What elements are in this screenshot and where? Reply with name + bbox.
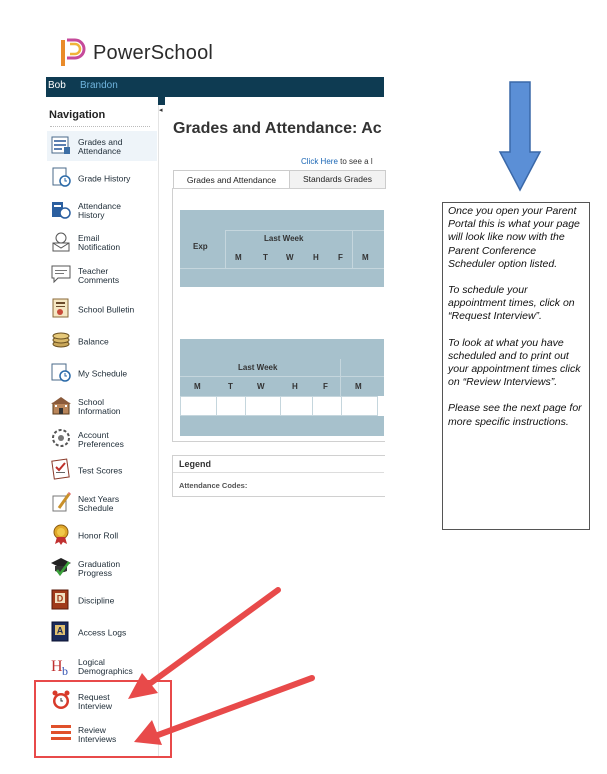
- exp-header: Exp: [193, 242, 208, 251]
- svg-text:A: A: [56, 625, 64, 636]
- svg-text:b: b: [62, 664, 68, 676]
- next-years-icon: [50, 491, 72, 513]
- attendance-grid-2-footer: [180, 416, 384, 436]
- grade-history-icon: [50, 166, 72, 188]
- sidebar-item-teacher-comments[interactable]: [50, 263, 154, 289]
- schedule-icon: [50, 361, 72, 383]
- tab-grades-attendance[interactable]: Grades and Attendance: [173, 170, 290, 189]
- nav-label: Grade History: [78, 173, 131, 184]
- user-student-link[interactable]: Brandon: [80, 80, 118, 91]
- nav-label: Discipline: [78, 595, 115, 606]
- down-arrow-icon: [498, 80, 542, 192]
- attendance-grid-header: [180, 210, 384, 287]
- day-header: H: [292, 382, 298, 391]
- grid-line: [180, 268, 384, 269]
- sidebar-item-my-schedule[interactable]: [50, 361, 154, 387]
- tab-standards-grades[interactable]: Standards Grades: [289, 170, 386, 189]
- click-here-rest: to see a l: [337, 157, 373, 166]
- legend-divider: [173, 472, 384, 473]
- svg-text:H: H: [51, 658, 63, 675]
- note-paragraph: To schedule your appointment times, click on “Request Interview”.: [448, 284, 575, 323]
- nav-label: My Schedule: [78, 368, 128, 379]
- grid-line: [225, 230, 226, 268]
- discipline-icon: [50, 588, 72, 610]
- attendance-codes-label: Attendance Codes:: [179, 481, 248, 490]
- nav-divider: [50, 126, 150, 127]
- instruction-note: [442, 202, 590, 530]
- honor-roll-icon: [50, 523, 72, 545]
- day-header: W: [257, 382, 265, 391]
- account-icon: [50, 427, 72, 449]
- page-title: Grades and Attendance: Ac: [173, 120, 382, 137]
- attendance-cell[interactable]: [341, 396, 378, 416]
- test-scores-icon: [50, 458, 72, 480]
- grid-line: [225, 230, 384, 231]
- nav-label: School Information: [78, 397, 121, 416]
- day-header: M: [362, 253, 369, 262]
- day-header: W: [286, 253, 294, 262]
- collapse-arrow-icon[interactable]: ◂: [159, 107, 163, 114]
- day-header: M: [355, 382, 362, 391]
- attendance-cell[interactable]: [180, 396, 217, 416]
- nav-label: Next Years Schedule: [78, 494, 120, 513]
- day-header: M: [194, 382, 201, 391]
- sidebar-item-school-bulletin[interactable]: [50, 297, 154, 323]
- sidebar-item-grade-history[interactable]: [50, 166, 154, 192]
- legend-title: Legend: [179, 459, 212, 469]
- sidebar-item-account-preferences[interactable]: [50, 427, 154, 453]
- note-paragraph: Once you open your Parent Portal this is what your page will look like now with the Parent Conference Scheduler option listed.: [448, 205, 580, 270]
- attendance-cell[interactable]: [312, 396, 342, 416]
- attendance-history-icon: [50, 198, 72, 220]
- attendance-cell[interactable]: [216, 396, 246, 416]
- grid-line: [340, 359, 341, 396]
- bulletin-icon: [50, 297, 72, 319]
- attendance-grid-2-header: [180, 339, 384, 396]
- nav-label: Access Logs: [78, 627, 127, 638]
- demographics-icon: [50, 654, 72, 676]
- nav-label: Test Scores: [78, 465, 123, 476]
- email-icon: [50, 230, 72, 252]
- attendance-cell[interactable]: [245, 396, 281, 416]
- sidebar-item-balance[interactable]: [50, 329, 154, 355]
- nav-label: Account Preferences: [78, 430, 124, 449]
- sidebar-item-test-scores[interactable]: [50, 458, 154, 484]
- note-paragraph: To look at what you have scheduled and to print out your appointment times click on “Review Interviews”.: [448, 336, 581, 389]
- last-week-header: Last Week: [264, 234, 304, 243]
- access-logs-icon: [50, 620, 72, 642]
- click-here-link[interactable]: Click Here: [301, 157, 338, 166]
- balance-icon: [50, 329, 72, 351]
- nav-label: Balance: [78, 336, 109, 347]
- nav-label: Attendance History: [78, 201, 122, 220]
- sidebar-item-graduation-progress[interactable]: [50, 556, 154, 582]
- collapse-sidebar-button[interactable]: [158, 97, 165, 105]
- comments-icon: [50, 263, 72, 285]
- nav-label: Teacher Comments: [78, 266, 120, 285]
- graduation-icon: [50, 556, 72, 578]
- grid-line: [352, 230, 353, 268]
- nav-label: School Bulletin: [78, 304, 135, 315]
- day-header: F: [338, 253, 343, 262]
- day-header: M: [235, 253, 242, 262]
- sidebar-item-grades-attendance[interactable]: [50, 134, 154, 160]
- red-arrows-icon: [120, 585, 320, 745]
- attendance-cell[interactable]: [280, 396, 313, 416]
- nav-label: Grades and Attendance: [78, 137, 123, 156]
- navigation-title: Navigation: [49, 109, 106, 121]
- nav-label: Logical Demographics: [78, 657, 133, 676]
- day-header: H: [313, 253, 319, 262]
- last-week-header: Last Week: [238, 363, 278, 372]
- sidebar-item-attendance-history[interactable]: [50, 198, 154, 224]
- day-header: F: [323, 382, 328, 391]
- nav-label: Review Interviews: [78, 725, 117, 744]
- nav-label: Request Interview: [78, 692, 113, 711]
- nav-label: Graduation Progress: [78, 559, 121, 578]
- school-icon: [50, 394, 72, 416]
- sidebar-item-school-information[interactable]: [50, 394, 154, 420]
- note-paragraph: Please see the next page for more specific instructions.: [448, 402, 582, 428]
- grid-line: [180, 376, 384, 377]
- day-header: T: [228, 382, 233, 391]
- brand-name: PowerSchool: [93, 42, 214, 64]
- sidebar-item-honor-roll[interactable]: [50, 523, 154, 549]
- grades-attendance-icon: [50, 134, 72, 156]
- click-here-text: [301, 157, 384, 166]
- sidebar-item-email-notification[interactable]: [50, 230, 154, 256]
- user-first-name: Bob: [48, 80, 66, 91]
- svg-text:D: D: [56, 593, 64, 604]
- nav-label: Honor Roll: [78, 530, 119, 541]
- sidebar-item-next-years-schedule[interactable]: [50, 491, 154, 517]
- day-header: T: [263, 253, 268, 262]
- nav-label: Email Notification: [78, 233, 121, 252]
